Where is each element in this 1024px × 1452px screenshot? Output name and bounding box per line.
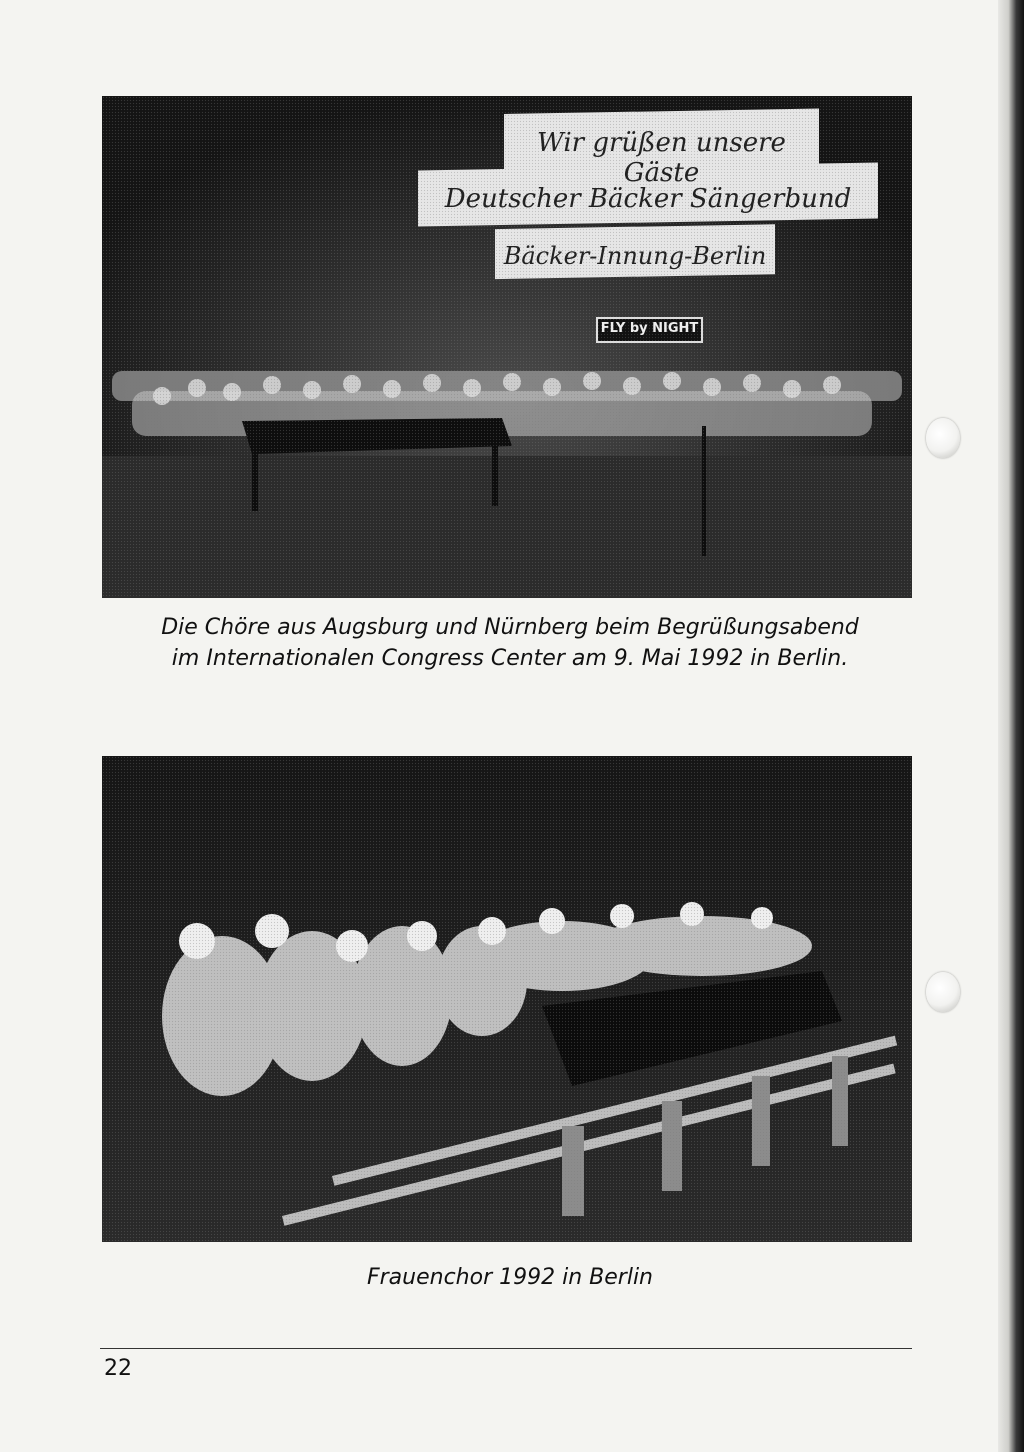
caption-photo-1: [100, 612, 920, 674]
banner-1: Wir grüßen unsere Gäste: [537, 128, 786, 188]
caption-photo-1-line-2: im Internationalen Congress Center am 9. Mai 1992 in Berlin.: [171, 646, 849, 671]
photo-choirs-welcome-evening: [102, 96, 912, 598]
banner-3: Bäcker-Innung-Berlin: [503, 242, 767, 270]
page-edge: [998, 0, 1024, 1452]
punch-hole-bottom: [926, 972, 960, 1012]
photo-womens-choir: [102, 756, 912, 1242]
banner-2: Deutscher Bäcker Sängerbund: [444, 184, 852, 214]
caption-photo-2-line-1: Frauenchor 1992 in Berlin: [366, 1265, 653, 1290]
footer-rule: [100, 1348, 912, 1349]
punch-hole-top: [926, 418, 960, 458]
page-number: 22: [104, 1356, 132, 1381]
stage-sign: FLY by NIGHT: [600, 321, 699, 336]
caption-photo-2: [100, 1262, 920, 1293]
caption-photo-1-line-1: Die Chöre aus Augsburg und Nürnberg beim Begrüßungsabend: [161, 615, 859, 640]
